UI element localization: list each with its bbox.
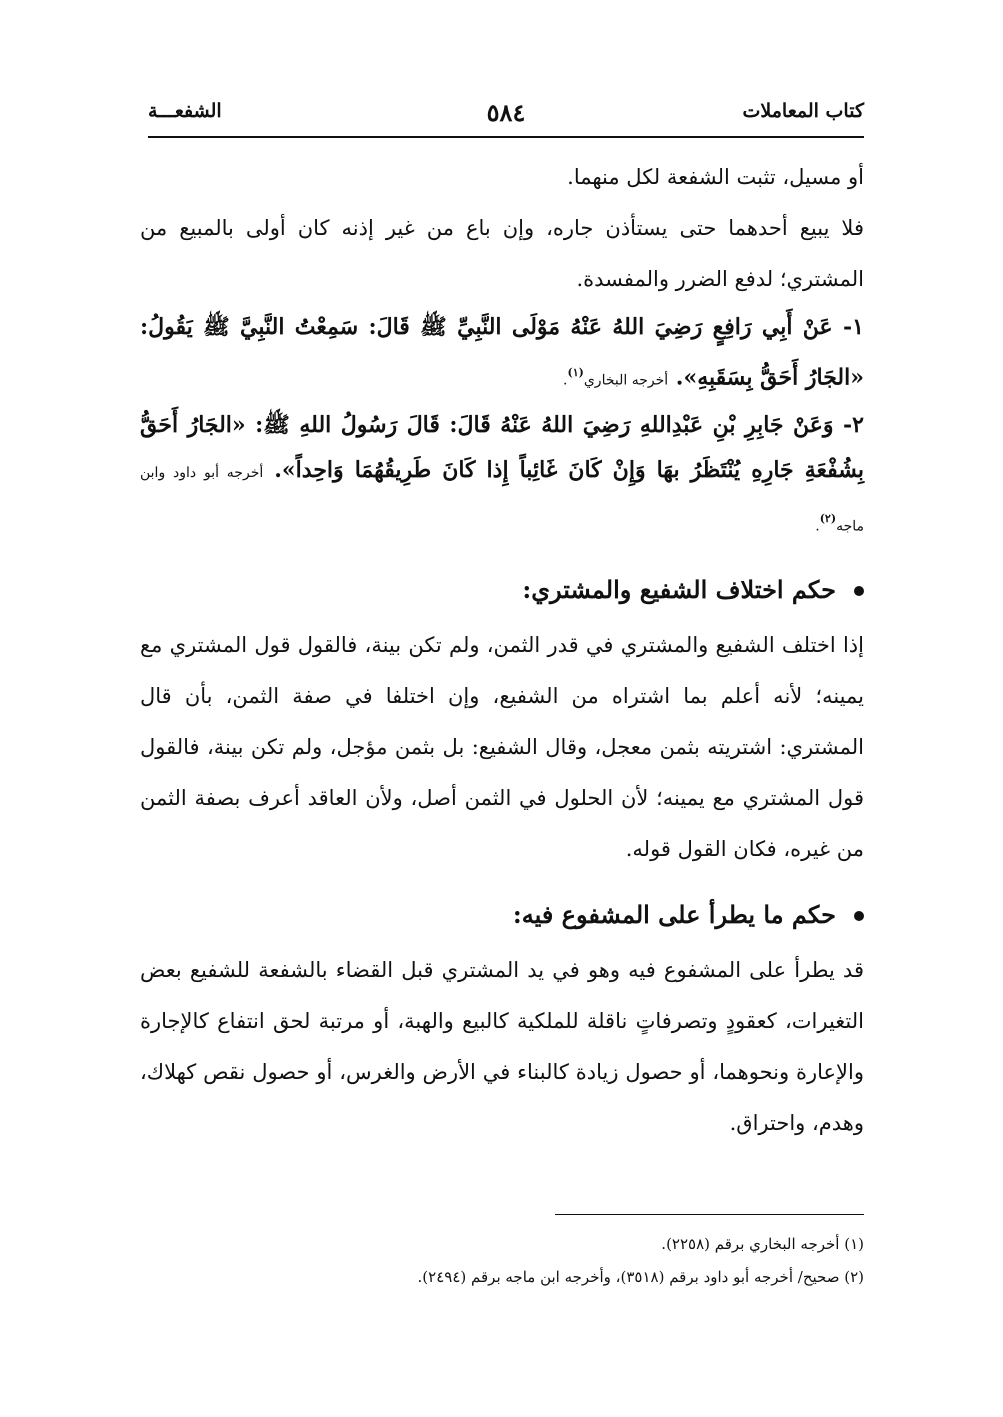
hadith-end: . [815,518,820,535]
heading-text: حكم اختلاف الشفيع والمشتري: [522,574,836,604]
paragraph: قد يطرأ على المشفوع فيه وهو في يد المشتري قبل القضاء بالشفعة للشفيع بعض التغيرات، كعقودٍ وتصرفاتٍ ناقلة للملكية كالبيع والهبة، أو مرتبة لحق انتفاع كالإجارة والإعارة ونحوهما، أو حصول زيادة كالبناء في الأرض والغرس، أو حصول نقص كهلاك، وهدم، واحتراق. [140,957,864,1135]
footnote-divider [555,1214,864,1215]
footnotes [140,1228,864,1294]
footnote-ref: (١) [567,366,584,379]
bullet-icon [854,911,864,921]
paragraph: فلا يبيع أحدهما حتى يستأذن جاره، وإن باع من غير إذنه كان أولى بالمبيع من المشتري؛ لدفع الضرر والمفسدة. [140,216,864,291]
hadith-source: أخرجه البخاري [583,372,669,389]
hadith-text: ٢- وَعَنْ جَابِرِ بْنِ عَبْدِاللهِ رَضِيَ اللهُ عَنْهُ قَالَ: قَالَ رَسُولُ اللهِ ﷺ: «الجَارُ أَحَقُّ بِشُفْعَةِ جَارِهِ يُنْتَظَرُ بهَا وَإِنْ كَانَ غَائِباً إِذا كَانَ طَرِيقُهُمَا وَاحِداً». [140,412,864,484]
heading-text: حكم ما يطرأ على المشفوع فيه: [512,899,836,929]
paragraph: أو مسيل، تثبت الشفعة لكل منهما. [567,165,864,189]
hadith-text: ١- عَنْ أَبِي رَافِعٍ رَضِيَ اللهُ عَنْهُ مَوْلَى النَّبِيِّ ﷺ قَالَ: سَمِعْتُ النَّبِيَّ ﷺ يَقُولُ: «الجَارُ أَحَقُّ بِسَقَبِهِ». [140,314,864,391]
paragraph: إذا اختلف الشفيع والمشتري في قدر الثمن، ولم تكن بينة، فالقول قول المشتري مع يمينه؛ لأنه أعلم بما اشتراه من الشفيع، وإن اختلفا في صفة الثمن، بأن قال المشتري: اشتريته بثمن معجل، وقال الشفيع: بل بثمن مؤجل، ولم تكن بينة، فالقول قول المشتري مع يمينه؛ لأن الحلول في الثمن أصل، ولأن العاقد أعرف بصفة الثمن من غيره، فكان القول قوله. [140,632,864,861]
footnote-ref: (٢) [819,512,837,526]
hadith-2 [140,403,864,549]
hadith-source: أخرجه أبو داود وابن ماجه [140,465,864,535]
bullet-icon [854,586,864,596]
footnote: (٢) صحيح/ أخرجه أبو داود برقم (٣٥١٨)، وأخرجه ابن ماجه برقم (٢٤٩٤). [417,1268,864,1286]
hadith-end: . [563,372,568,389]
running-header [148,100,864,134]
footnote: (١) أخرجه البخاري برقم (٢٢٥٨). [661,1235,864,1253]
page-number: ٥٨٤ [486,98,526,127]
section-heading [140,562,864,618]
book-title: كتاب المعاملات [742,100,864,122]
header-divider [148,136,864,138]
main-text [140,152,864,1149]
section-heading [140,887,864,943]
section-title: الشفعـــة [148,100,222,122]
hadith-1 [140,305,864,403]
